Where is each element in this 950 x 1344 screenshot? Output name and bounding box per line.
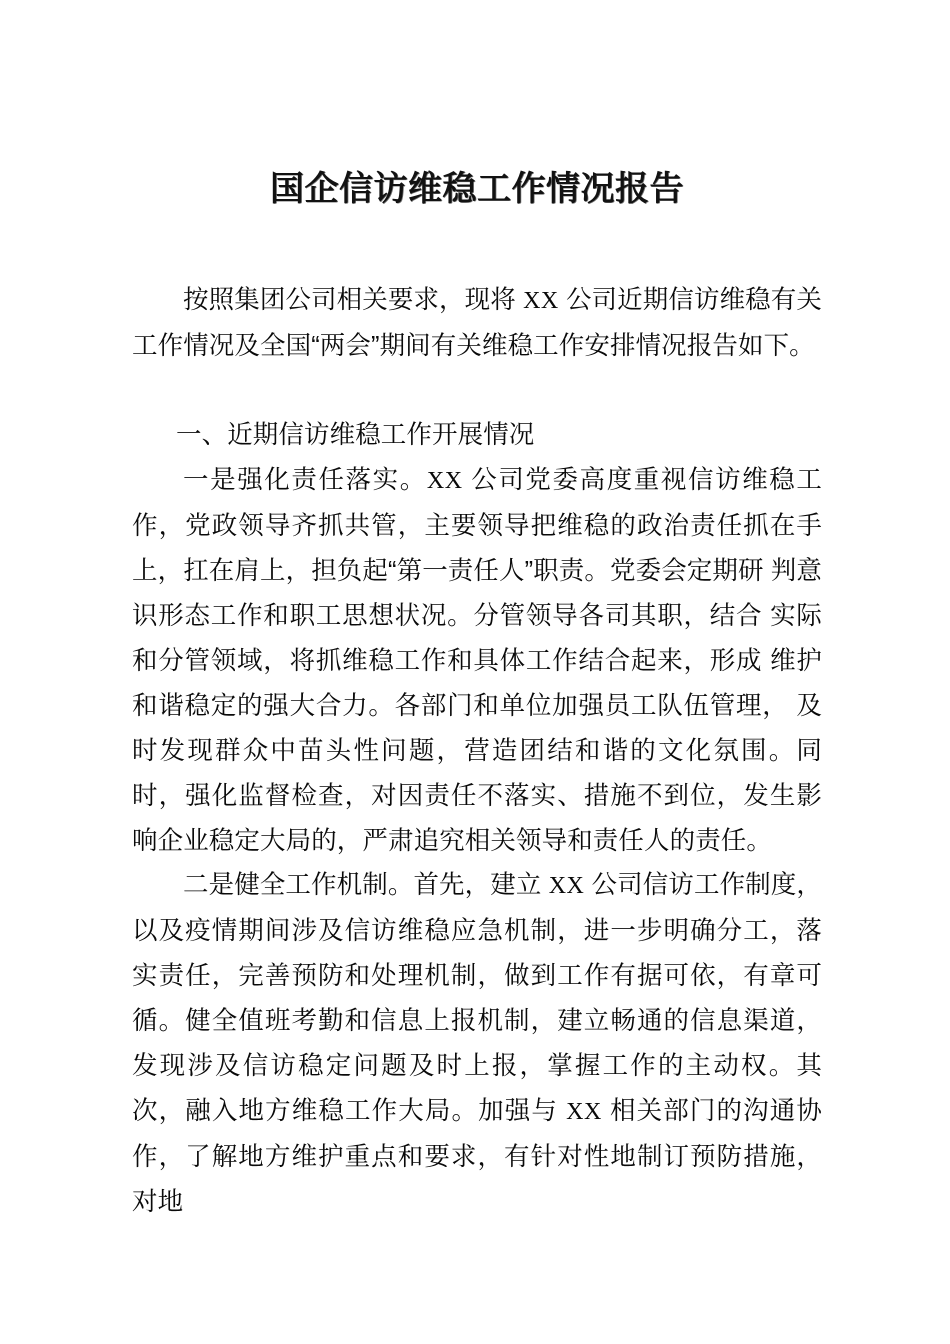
paragraph-point-one: 一是强化责任落实。XX 公司党委高度重视信访维稳工作，党政领导齐抓共管，主要领导把维稳的政治责任抓在手上，扛在肩上，担负起“第一责任人”职责。党委会定期研 判意识形态工作和职工思想状况。分管领导各司其职，结合 实际和分管领域，将抓维稳工作和具体工作结合起来，形成 维护和谐稳定的强大合力。各部门和单位加强员工队伍管理， 及时发现群众中苗头性问题，营造团结和谐的文化氛围。同 时，强化监督检查，对因责任不落实、措施不到位，发生影 响企业稳定大局的，严肃追究相关领导和责任人的责任。 xyxy=(132,466,822,855)
paragraph-intro-block xyxy=(132,278,822,369)
paragraph-point-one-block xyxy=(132,458,822,864)
paragraph-point-two: 二是健全工作机制。首先，建立 XX 公司信访工作制度，以及疫情期间涉及信访维稳应急机制，进一步明确分工，落实责任，完善预防和处理机制，做到工作有据可依，有章可循。健全值班考勤和信息上报机制，建立畅通的信息渠道，发现涉及信访稳定问题及时上报，掌握工作的主动权。其次，融入地方维稳工作大局。加强与 XX 相关部门的沟通协作，了解地方维护重点和要求，有针对性地制订预防措施，对地 xyxy=(132,871,822,1216)
paragraph-point-two-block xyxy=(132,863,822,1225)
section-heading-1: 一、近期信访维稳工作开展情况 xyxy=(176,421,535,449)
section-heading-block xyxy=(132,413,822,458)
paragraph-intro: 按照集团公司相关要求，现将 XX 公司近期信访维稳有关工作情况及全国“两会”期间有关维稳工作安排情况报告如下。 xyxy=(132,286,822,360)
document-title: 国企信访维稳工作情况报告 xyxy=(270,171,684,208)
